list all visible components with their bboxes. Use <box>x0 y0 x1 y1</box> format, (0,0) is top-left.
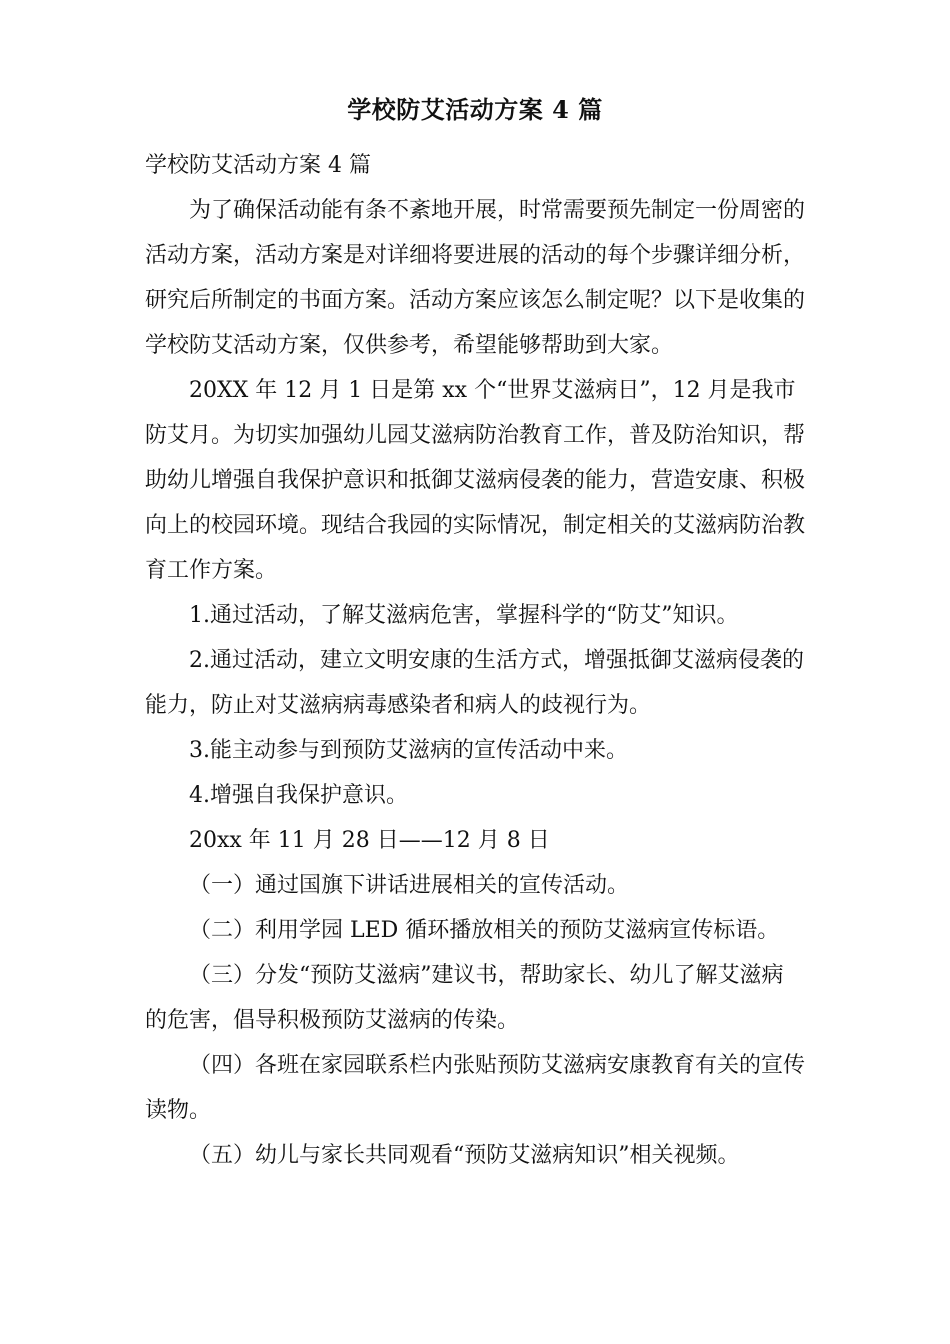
goal-item-3: 3.能主动参与到预防艾滋病的宣传活动中来。 <box>189 738 628 763</box>
activity-date-range: 20xx 年 11 月 28 日——12 月 8 日 <box>189 828 550 853</box>
goal-item-1: 1.通过活动，了解艾滋病危害，掌握科学的“防艾”知识。 <box>189 603 739 628</box>
activity-item-2: （二）利用学园 LED 循环播放相关的预防艾滋病宣传标语。 <box>189 918 780 943</box>
goal-item-4: 4.增强自我保护意识。 <box>189 783 408 808</box>
activity-item-5: （五）幼儿与家长共同观看“预防艾滋病知识”相关视频。 <box>189 1143 740 1168</box>
goal-item-2: 2.通过活动，建立文明安康的生活方式，增强抵御艾滋病侵袭的能力，防止对艾滋病病毒感染者和病人的歧视行为。 <box>145 648 804 718</box>
activity-item-1: （一）通过国旗下讲话进展相关的宣传活动。 <box>189 873 630 898</box>
document-subtitle: 学校防艾活动方案 4 篇 <box>145 153 371 178</box>
document-body <box>145 143 805 1178</box>
paragraph-intro: 为了确保活动能有条不紊地开展，时常需要预先制定一份周密的活动方案，活动方案是对详细将要进展的活动的每个步骤详细分析，研究后所制定的书面方案。活动方案应该怎么制定呢？以下是收集的学校防艾活动方案，仅供参考，希望能够帮助到大家。 <box>145 198 806 358</box>
document-title: 学校防艾活动方案 4 篇 <box>347 95 603 124</box>
paragraph-background: 20XX 年 12 月 1 日是第 xx 个“世界艾滋病日”，12 月是我市防艾月。为切实加强幼儿园艾滋病防治教育工作，普及防治知识，帮助幼儿增强自我保护意识和抵御艾滋病侵袭的能力，营造安康、积极向上的校园环境。现结合我园的实际情况，制定相关的艾滋病防治教育工作方案。 <box>145 378 806 583</box>
activity-item-3: （三）分发“预防艾滋病”建议书，帮助家长、幼儿了解艾滋病的危害，倡导积极预防艾滋病的传染。 <box>145 963 784 1033</box>
activity-item-4: （四）各班在家园联系栏内张贴预防艾滋病安康教育有关的宣传读物。 <box>145 1053 806 1123</box>
